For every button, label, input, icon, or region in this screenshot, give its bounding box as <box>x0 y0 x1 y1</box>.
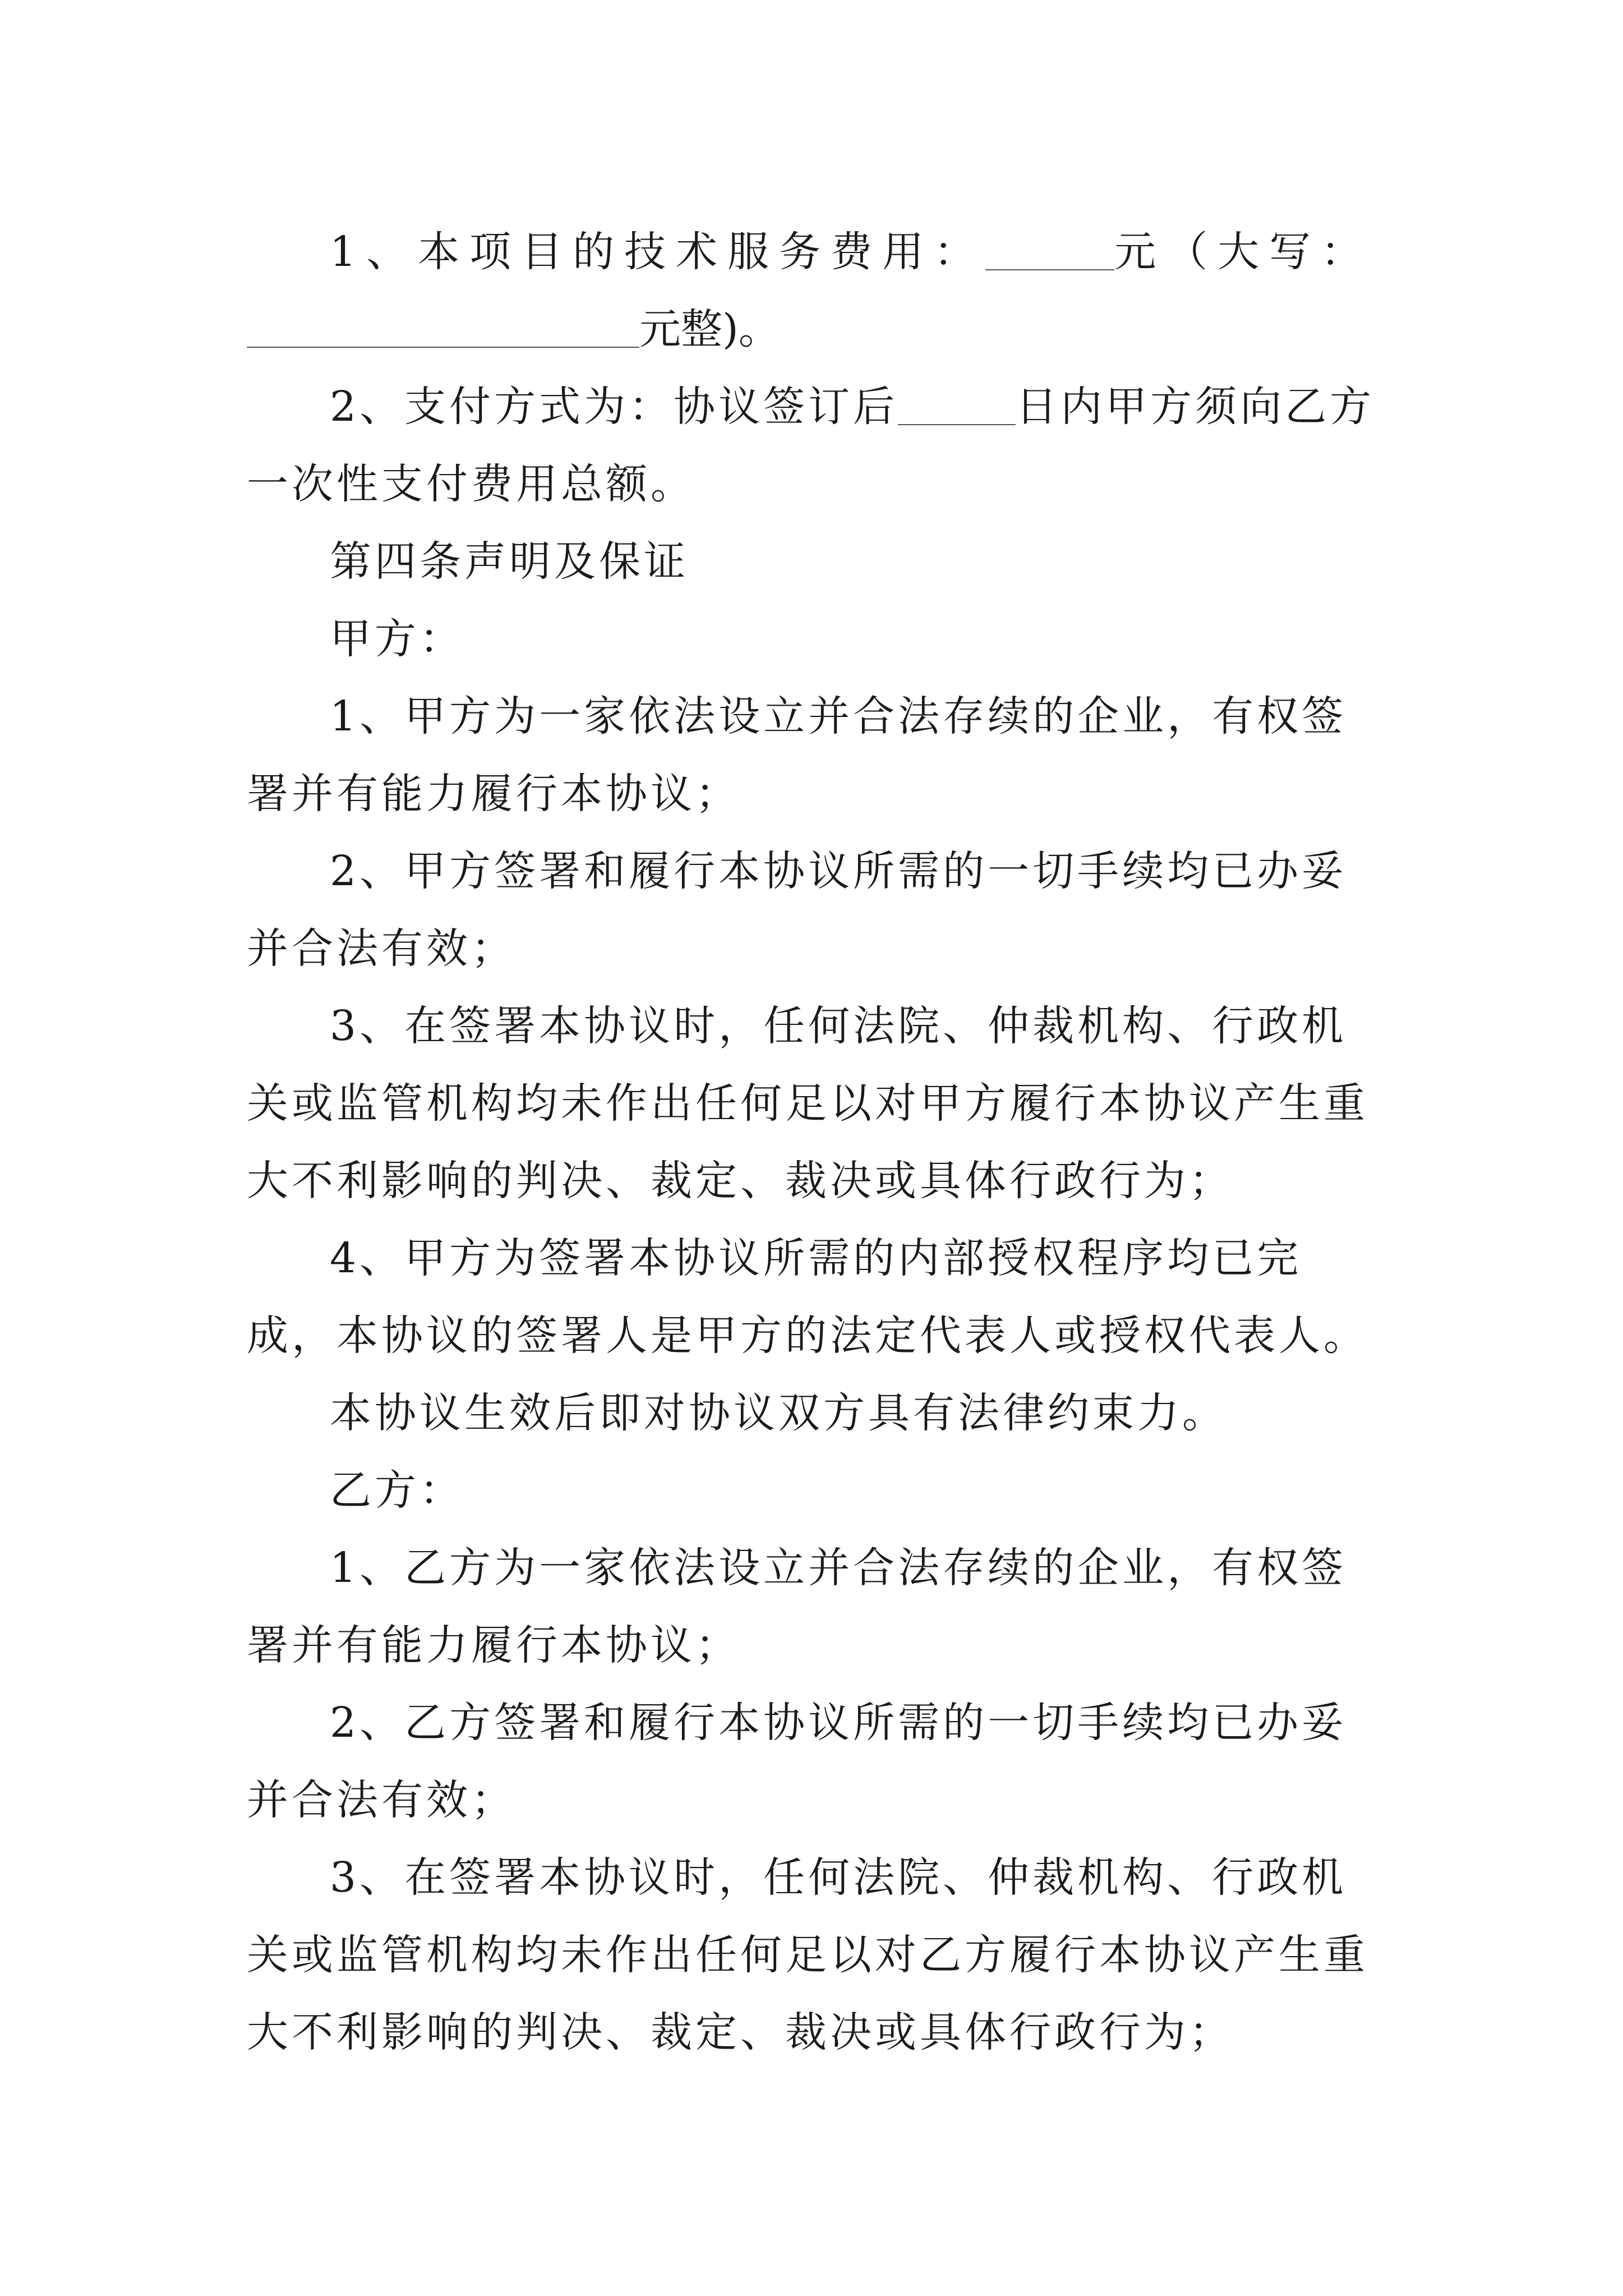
article4-title: 第四条声明及保证 <box>330 537 689 586</box>
payment-suffix: 日内甲方须向乙方一次性支付费用总额。 <box>247 383 1375 508</box>
fee-line2-suffix: 元整)。 <box>639 305 780 353</box>
party-b-item-1: 1、乙方为一家依法设立并合法存续的企业，有权签署并有能力履行本协议； <box>247 1544 1347 1669</box>
party-a-item-3: 3、在签署本协议时，任何法院、仲裁机构、行政机关或监管机构均未作出任何足以对甲方履行本协议产生重大不利影响的判决、裁定、裁决或具体行政行为； <box>247 1002 1368 1205</box>
fee-paragraph <box>247 213 1385 291</box>
payment-days-blank <box>898 383 1016 425</box>
party-a-label: 甲方： <box>330 615 464 663</box>
payment-paragraph <box>247 368 1385 523</box>
party-b-item-3: 3、在签署本协议时，任何法院、仲裁机构、行政机关或监管机构均未作出任何足以对乙方履行本协议产生重大不利影响的判决、裁定、裁决或具体行政行为； <box>247 1853 1368 2056</box>
document-body <box>247 213 1385 2071</box>
payment-prefix: 2、支付方式为：协议签订后 <box>330 383 898 431</box>
party-b-label: 乙方： <box>330 1466 464 1515</box>
fee-line1-prefix: 1、本项目的技术服务费用： <box>330 228 986 276</box>
party-b-item-2: 2、乙方签署和履行本协议所需的一切手续均已办妥并合法有效； <box>247 1699 1347 1824</box>
fee-paragraph-cont <box>247 291 1385 368</box>
party-a-item-4: 4、甲方为签署本协议所需的内部授权程序均已完成，本协议的签署人是甲方的法定代表人或授权代表人。 <box>247 1234 1368 1360</box>
party-a-item-1: 1、甲方为一家依法设立并合法存续的企业，有权签署并有能力履行本协议； <box>247 692 1347 818</box>
fee-line1-mid: 元（大写： <box>1114 228 1373 276</box>
fee-amount-blank <box>985 228 1114 270</box>
party-a-item-2: 2、甲方签署和履行本协议所需的一切手续均已办妥并合法有效； <box>247 847 1347 973</box>
binding-statement: 本协议生效后即对协议双方具有法律约束力。 <box>330 1389 1227 1437</box>
fee-words-blank <box>247 305 639 348</box>
